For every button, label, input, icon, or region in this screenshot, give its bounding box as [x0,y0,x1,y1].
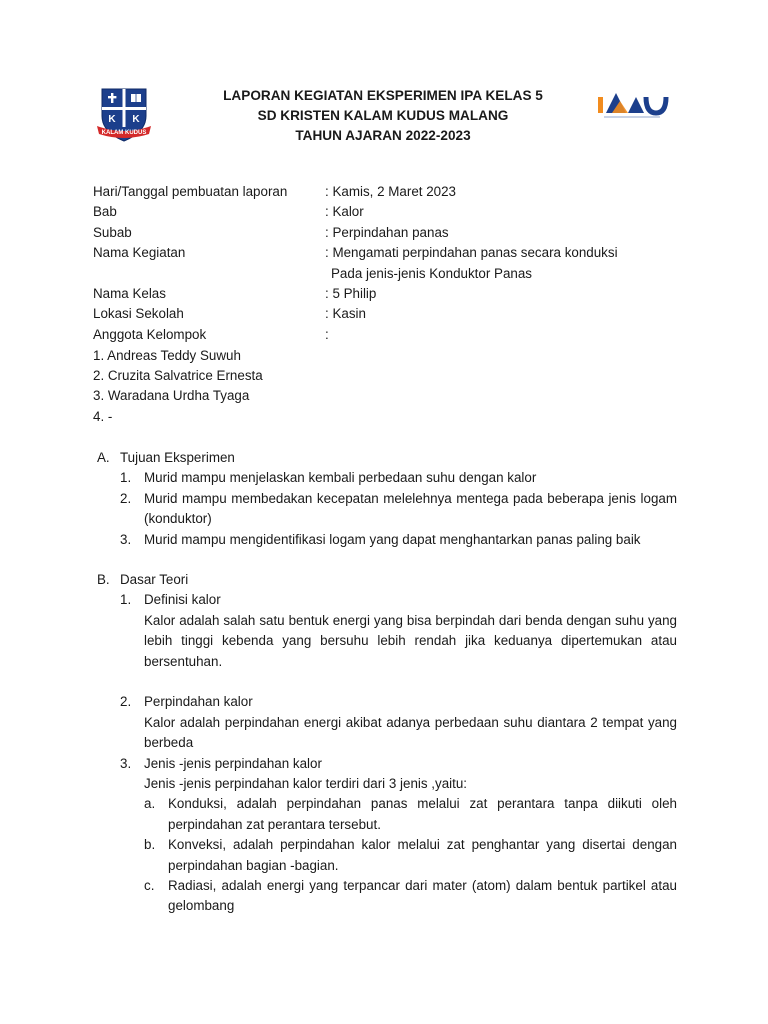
info-row-location [93,304,693,324]
list-item [120,489,677,530]
item-text: Murid mampu mengidentifikasi logam yang dapat menghantarkan panas paling baik [144,531,641,547]
sub-list-item [144,876,677,917]
info-value: : Kasin [325,306,366,322]
item-number: 1. [120,470,132,486]
sub-item-text: Konduksi, adalah perpindahan panas melalui zat perantara tanpa diikuti oleh perpindahan zat perantara tersebut. [168,796,677,832]
section-title: Dasar Teori [120,572,189,587]
header-school: SD KRISTEN KALAM KUDUS MALANG [257,108,509,123]
info-row-activity [93,243,693,263]
info-row-activity-cont [93,264,693,284]
member-item: 1. Andreas Teddy Suwuh [93,348,241,363]
logo-initial-left: K [108,114,116,125]
section-theory [97,570,677,917]
info-label: Anggota Kelompok [93,326,207,342]
list-item [120,530,677,550]
info-row-date [93,182,693,202]
info-value: : 5 Philip [325,285,377,301]
item-body: Jenis -jenis perpindahan kalor terdiri dari 3 jenis ,yaitu: [144,776,468,792]
section-letter: B. [97,572,110,587]
info-label: Nama Kelas [93,285,166,301]
section-objectives [97,448,677,550]
sub-list-item [144,794,677,835]
info-label: Bab [93,204,117,220]
school-logo [96,86,152,144]
info-value: : [325,326,329,342]
info-row-class [93,284,693,304]
item-text: Murid mampu menjelaskan kembali perbedaan suhu dengan kalor [144,470,537,486]
info-value: : Kalor [325,204,364,220]
info-label: Hari/Tanggal pembuatan laporan [93,184,288,199]
info-row-chapter [93,202,693,222]
item-title: Definisi kalor [144,592,221,608]
info-row-subchapter [93,223,693,243]
report-info [93,182,693,345]
item-text: Murid mampu membedakan kecepatan melelehnya mentega pada beberapa jenis logam (konduktor) [144,490,677,527]
logo-banner-text: KALAM KUDUS [101,130,147,136]
item-title: Perpindahan kalor [144,694,253,710]
member-item: 4. - [93,408,113,424]
info-label: Lokasi Sekolah [93,306,184,322]
section-letter: A. [97,450,110,465]
sub-item-letter: c. [144,878,155,894]
info-row-members [93,325,693,345]
ilamu-logo [596,89,670,123]
item-number: 3. [120,531,132,547]
sub-item-text: Konveksi, adalah perpindahan kalor melalui zat penghantar yang disertai dengan perpindahan bagian -bagian. [168,837,677,873]
sub-item-letter: a. [144,796,156,812]
item-number: 1. [120,592,132,608]
item-number: 2. [120,490,132,506]
info-value: Pada jenis-jenis Konduktor Panas [331,265,532,281]
section-heading [97,570,677,590]
logo-initial-right: K [132,114,140,125]
info-label [93,264,325,284]
list-item [120,754,677,917]
header-year: TAHUN AJARAN 2022-2023 [295,128,471,143]
info-value: : Mengamati perpindahan panas secara konduksi [325,245,618,261]
list-item [120,692,677,753]
item-number: 3. [120,755,132,771]
item-title: Jenis -jenis perpindahan kalor [144,755,322,771]
list-item [120,590,677,672]
list-item [120,468,677,488]
info-value: : Kamis, 2 Maret 2023 [325,184,456,199]
item-body: Kalor adalah perpindahan energi akibat adanya perbedaan suhu diantara 2 tempat yang berbeda [144,714,677,751]
section-heading [97,448,677,468]
info-label: Subab [93,224,132,240]
item-number: 2. [120,694,132,710]
sub-item-letter: b. [144,837,156,853]
member-item: 2. Cruzita Salvatrice Ernesta [93,368,263,384]
section-title: Tujuan Eksperimen [120,450,235,465]
header-title: LAPORAN KEGIATAN EKSPERIMEN IPA KELAS 5 [223,88,543,103]
info-value: : Perpindahan panas [325,224,449,240]
sub-item-text: Radiasi, adalah energi yang terpancar dari mater (atom) dalam bentuk partikel atau gelombang [168,878,677,914]
item-body: Kalor adalah salah satu bentuk energi yang bisa berpindah dari benda dengan suhu yang lebih tinggi kebenda yang bersuhu lebih rendah jika keduanya dipertemukan atau bersentuhan. [144,612,677,669]
member-item: 3. Waradana Urdha Tyaga [93,388,250,404]
sub-list-item [144,835,677,876]
member-list [93,346,263,427]
report-header [200,86,566,146]
info-label: Nama Kegiatan [93,245,186,261]
